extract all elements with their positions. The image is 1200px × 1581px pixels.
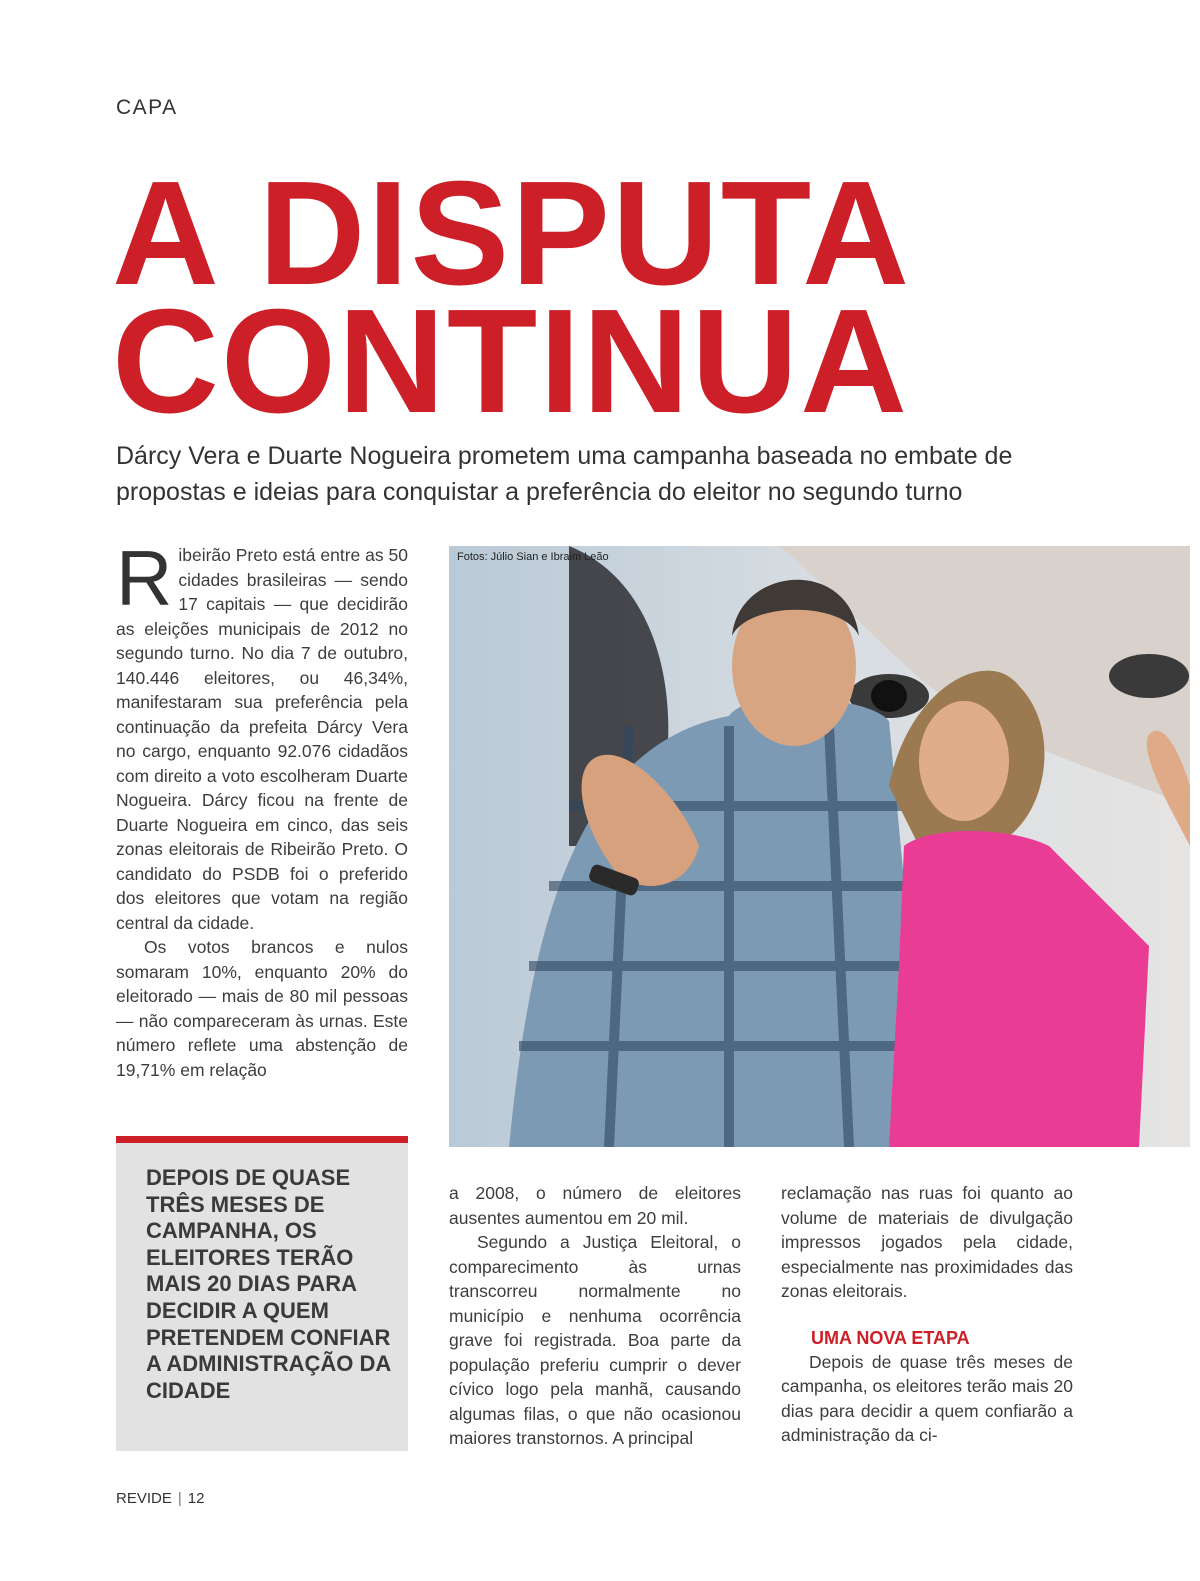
article-column-3 [781,1181,1073,1448]
section-label: CAPA [116,96,178,119]
headline-line-1: A DISPUTA [112,151,912,316]
article-column-2 [449,1181,741,1451]
magazine-name: REVIDE [116,1490,172,1507]
section-subhead: UMA NOVA ETAPA [811,1327,970,1348]
pull-quote-bar [116,1136,408,1143]
article-column-1 [116,534,408,1082]
headline-line-2: CONTINUA [112,279,910,444]
article-paragraph-3: a 2008, o número de eleitores ausentes aumentou em 20 mil. [449,1183,741,1228]
article-paragraph-6: Depois de quase três meses de campanha, os eleitores terão mais 20 dias para decidir a quem confiarão a administração da ci- [781,1351,1073,1445]
pull-quote: DEPOIS DE QUASE TRÊS MESES DE CAMPANHA, OS ELEITORES TERÃO MAIS 20 DIAS PARA DECIDIR A QUEM PRETENDEM CONFIAR A ADMINISTRAÇÃO DA CIDADE [146,1165,391,1403]
headline [112,151,1112,444]
subtitle: Dárcy Vera e Duarte Nogueira prometem uma campanha baseada no embate de propostas e ideias para conquistar a preferência do eleitor no segundo turno [116,442,1013,506]
article-paragraph-5: reclamação nas ruas foi quanto ao volume de materiais de divulgação impressos jogados pela cidade, especialmente nas proximidades das zonas eleitorais. [781,1183,1073,1301]
footer-separator: | [177,1490,182,1507]
article-paragraph-2: Os votos brancos e nulos somaram 10%, enquanto 20% do eleitorado — mais de 80 mil pessoas — não compareceram às urnas. Este número reflete uma abstenção de 19,71% em relação [116,937,408,1080]
article-paragraph-4: Segundo a Justiça Eleitoral, o comparecimento às urnas transcorreu normalmente no município e nenhuma ocorrência grave foi registrada. Boa parte da população preferiu cumprir o dever cívico logo pela manhã, causando algumas filas, o que não ocasionou maiores transtornos. A principal [449,1232,741,1448]
photo-illustration [449,546,1190,1147]
paragraph-1-text: ibeirão Preto está entre as 50 cidades brasileiras — sendo 17 capitais — que decidirão as eleições municipais de 2012 no segundo turno. No dia 7 de outubro, 140.446 eleitores, ou 46,34%, manifestaram sua preferência pela continuação da prefeita Dárcy Vera no cargo, enquanto 92.076 cidadãos com direito a voto escolheram Duarte Nogueira. Dárcy ficou na frente de Duarte Nogueira em cinco, das seis zonas eleitorais de Ribeirão Preto. O candidato do PSDB foi o preferido dos eleitores que votam na região central da cidade. [116,545,408,933]
pull-quote-box [116,1143,408,1451]
candidates-photo [449,546,1190,1147]
article-paragraph-1 [116,534,408,935]
photo-credit: Fotos: Júlio Sian e Ibraim Leão [457,551,609,563]
drop-cap: R [116,534,173,622]
page-footer [116,1490,204,1507]
page-number: 12 [187,1490,205,1507]
